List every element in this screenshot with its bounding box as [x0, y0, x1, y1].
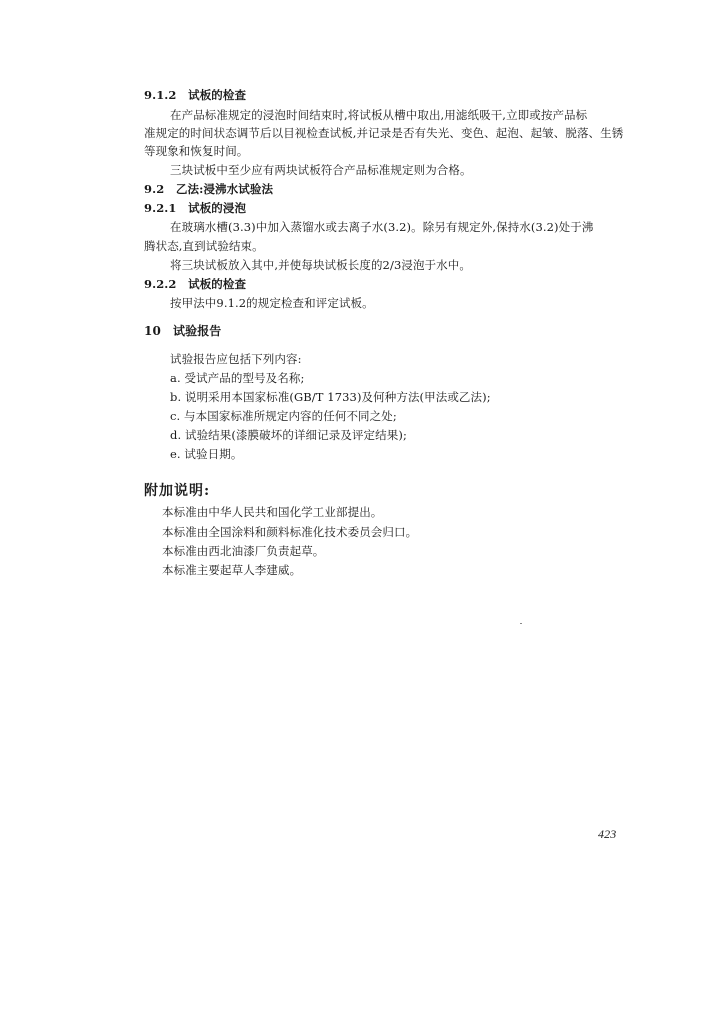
paragraph-line: 按甲法中9.1.2的规定检查和评定试板。	[170, 296, 374, 310]
paragraph-line: 将三块试板放入其中,并使每块试板长度的2/3浸泡于水中。	[170, 258, 471, 272]
appendix-line: 本标准主要起草人李建威。	[162, 563, 302, 577]
section-9-1-2-heading: 9.1.2 试板的检查	[144, 88, 247, 102]
paragraph-line: 在玻璃水槽(3.3)中加入蒸馏水或去离子水(3.2)。除另有规定外,保持水(3.2)处于沸	[170, 220, 594, 234]
section-9-2-2-heading: 9.2.2 试板的检查	[144, 277, 247, 291]
section-9-2-heading: 9.2 乙法:浸沸水试验法	[144, 182, 274, 196]
report-item-e: e. 试验日期。	[170, 447, 243, 461]
section-9-2-1-heading: 9.2.1 试板的浸泡	[144, 201, 247, 215]
appendix-line: 本标准由西北油漆厂负责起草。	[162, 544, 325, 558]
appendix-heading: 附加说明:	[144, 483, 211, 499]
appendix-line: 本标准由全国涂料和颜料标准化技术委员会归口。	[162, 525, 418, 539]
report-intro: 试验报告应包括下列内容:	[170, 352, 302, 366]
paragraph-line: 准规定的时间状态调节后以目视检查试板,并记录是否有失光、变色、起泡、起皱、脱落、生锈	[144, 126, 624, 140]
paragraph-line: 等现象和恢复时间。	[144, 144, 249, 158]
report-item-d: d. 试验结果(漆膜破坏的详细记录及评定结果);	[170, 428, 407, 442]
page-number: 423	[598, 827, 617, 841]
appendix-line: 本标准由中华人民共和国化学工业部提出。	[162, 505, 383, 519]
report-item-b: b. 说明采用本国家标准(GB/T 1733)及何种方法(甲法或乙法);	[170, 390, 491, 404]
report-item-c: c. 与本国家标准所规定内容的任何不同之处;	[170, 409, 397, 423]
paragraph-line: 在产品标准规定的浸泡时间结束时,将试板从槽中取出,用滤纸吸干,立即或按产品标	[170, 108, 588, 122]
report-item-a: a. 受试产品的型号及名称;	[170, 371, 305, 385]
paragraph-line: 腾状态,直到试验结束。	[144, 239, 264, 253]
section-10-heading: 10 试验报告	[144, 324, 222, 338]
paragraph-line: 三块试板中至少应有两块试板符合产品标准规定则为合格。	[170, 163, 472, 177]
scan-speck	[520, 623, 522, 624]
